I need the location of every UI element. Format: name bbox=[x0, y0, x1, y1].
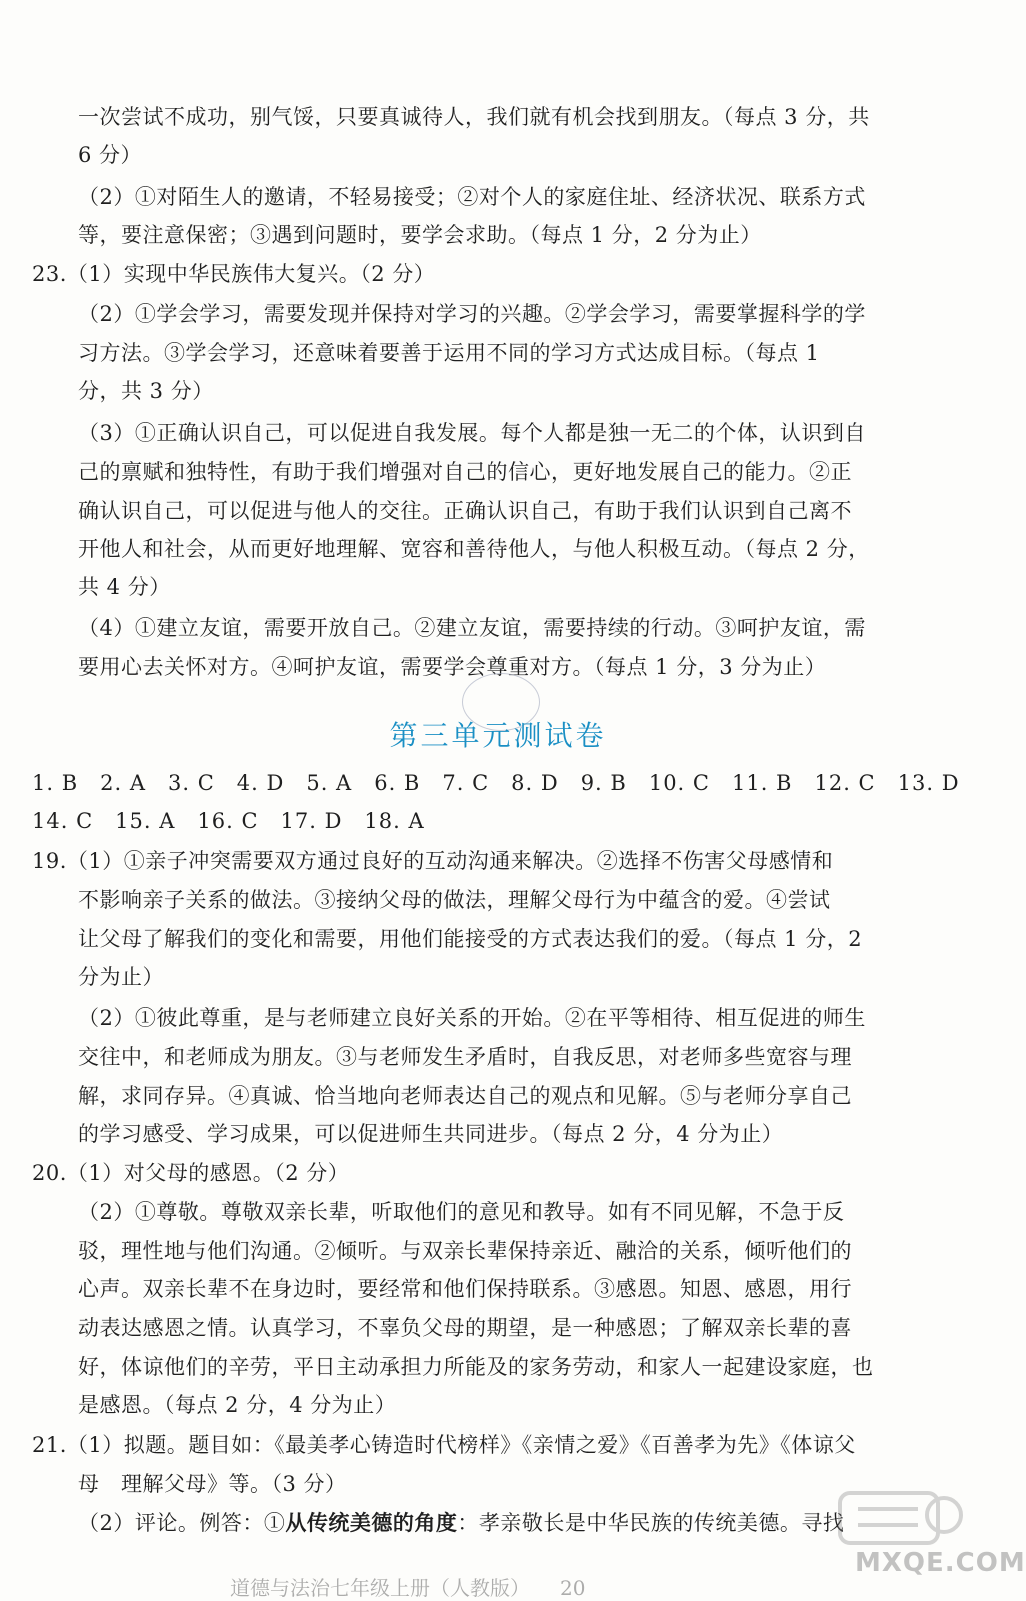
text-line: 开他人和社会，从而更好地理解、宽容和善待他人，与他人积极互动。（每点 2 分， bbox=[78, 537, 870, 561]
text-line: 的学习感受、学习成果，可以促进师生共同进步。（每点 2 分，4 分为止） bbox=[78, 1122, 784, 1146]
text-line: 好，体谅他们的辛劳，平日主动承担力所能及的家务劳动，和家人一起建设家庭，也 bbox=[78, 1355, 874, 1379]
text-line: 己的禀赋和独特性，有助于我们增强对自己的信心，更好地发展自己的能力。②正 bbox=[78, 460, 852, 484]
text-line: 交往中，和老师成为朋友。③与老师发生矛盾时，自我反思，对老师多些宽容与理 bbox=[78, 1045, 852, 1069]
text-line: 驳，理性地与他们沟通。②倾听。与双亲长辈保持亲近、融洽的关系，倾听他们的 bbox=[78, 1239, 852, 1263]
watermark-logo-icon bbox=[838, 1485, 963, 1550]
section-title: 第三单元测试卷 bbox=[389, 719, 607, 752]
text-line: （3）①正确认识自己，可以促进自我发展。每个人都是独一无二的个体，认识到自 bbox=[78, 421, 866, 445]
text-line: （2）①对陌生人的邀请，不轻易接受；②对个人的家庭住址、经济状况、联系方式 bbox=[78, 185, 866, 209]
text-line: （4）①建立友谊，需要开放自己。②建立友谊，需要持续的行动。③呵护友谊，需 bbox=[78, 616, 866, 640]
text-line: 确认识自己，可以促进与他人的交往。正确认识自己，有助于我们认识到自己离不 bbox=[78, 499, 852, 523]
text-line: （2）①尊敬。尊敬双亲长辈，听取他们的意见和教导。如有不同见解，不急于反 bbox=[78, 1200, 845, 1224]
text-line: 母 理解父母》等。（3 分） bbox=[78, 1472, 347, 1496]
text-line: 一次尝试不成功，别气馁，只要真诚待人，我们就有机会找到朋友。（每点 3 分，共 bbox=[78, 105, 870, 129]
question-23-part1: 23.（1）实现中华民族伟大复兴。（2 分） bbox=[32, 262, 436, 286]
bold-text: 从传统美德的角度 bbox=[285, 1510, 458, 1535]
text-line: 等，要注意保密；③遇到问题时，要学会求助。（每点 1 分，2 分为止） bbox=[78, 223, 762, 247]
text-line: 解，求同存异。④真诚、恰当地向老师表达自己的观点和见解。⑤与老师分享自己 bbox=[78, 1084, 852, 1108]
text-fragment: ：孝亲敬长是中华民族的传统美德。寻找 bbox=[457, 1511, 845, 1535]
text-line: 是感恩。（每点 2 分，4 分为止） bbox=[78, 1393, 397, 1417]
text-line: 动表达感恩之情。认真学习，不辜负父母的期望，是一种感恩；了解双亲长辈的喜 bbox=[78, 1316, 852, 1340]
text-line: 分为止） bbox=[78, 965, 164, 989]
choice-answers-row-2: 14. C 15. A 16. C 17. D 18. A bbox=[32, 809, 425, 833]
text-line: 要用心去关怀对方。④呵护友谊，需要学会尊重对方。（每点 1 分，3 分为止） bbox=[78, 655, 827, 679]
text-line: 分，共 3 分） bbox=[78, 379, 214, 403]
text-fragment: （2）评论。例答：① bbox=[78, 1511, 286, 1535]
question-19-part1: 19.（1）①亲子冲突需要双方通过良好的互动沟通来解决。②选择不伤害父母感情和 bbox=[32, 849, 834, 873]
text-line: 习方法。③学会学习，还意味着要善于运用不同的学习方式达成目标。（每点 1 bbox=[78, 341, 820, 365]
text-line: 6 分） bbox=[78, 143, 143, 167]
text-line: （2）①彼此尊重，是与老师建立良好关系的开始。②在平等相待、相互促进的师生 bbox=[78, 1006, 866, 1030]
question-20-part1: 20.（1）对父母的感恩。（2 分） bbox=[32, 1161, 350, 1185]
question-21-part1: 21.（1）拟题。题目如：《最美孝心铸造时代榜样》《亲情之爱》《百善孝为先》《体谅父 bbox=[32, 1433, 856, 1457]
page-footer: 道德与法治七年级上册（人教版） 20 bbox=[230, 1576, 586, 1600]
text-line: 共 4 分） bbox=[78, 575, 171, 599]
watermark-url: MXQE.COM bbox=[855, 1548, 1026, 1578]
choice-answers-row-1: 1. B 2. A 3. C 4. D 5. A 6. B 7. C 8. D 9. B 10. C 11. B 12. C 13. D bbox=[32, 771, 960, 795]
text-line: 心声。双亲长辈不在身边时，要经常和他们保持联系。③感恩。知恩、感恩，用行 bbox=[78, 1277, 852, 1301]
text-line: （2）①学会学习，需要发现并保持对学习的兴趣。②学会学习，需要掌握科学的学 bbox=[78, 302, 866, 326]
text-line: 不影响亲子关系的做法。③接纳父母的做法，理解父母行为中蕴含的爱。④尝试 bbox=[78, 888, 831, 912]
text-line: 让父母了解我们的变化和需要，用他们能接受的方式表达我们的爱。（每点 1 分，2 bbox=[78, 927, 863, 951]
